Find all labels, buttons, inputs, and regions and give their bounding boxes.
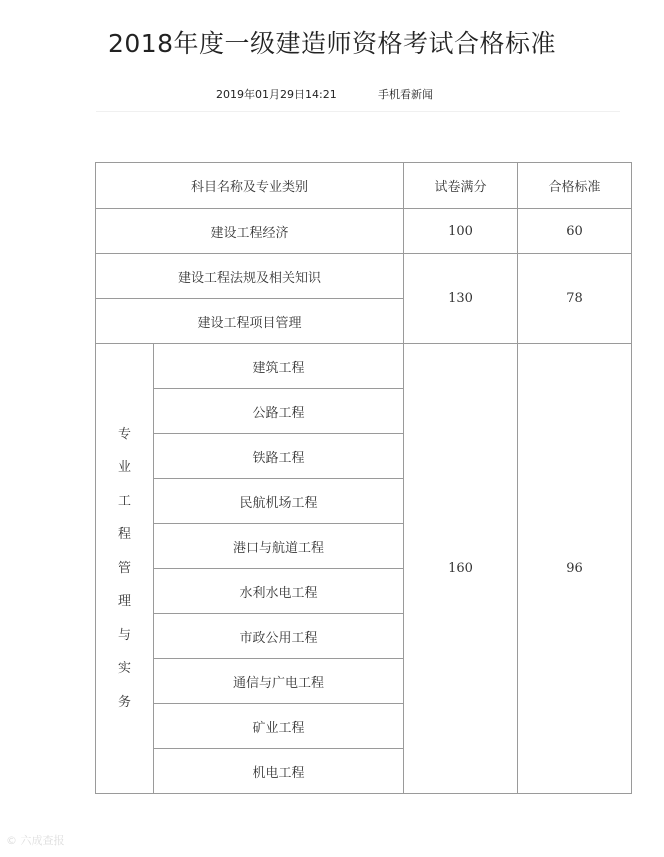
full-score-cell: 160 — [404, 344, 518, 794]
article-title: 2018年度一级建造师资格考试合格标准 — [107, 29, 557, 58]
major-cell: 市政公用工程 — [154, 614, 404, 659]
major-cell: 民航机场工程 — [154, 479, 404, 524]
header-pass-score: 合格标准 — [518, 163, 632, 209]
category-char: 业 — [117, 460, 131, 476]
subject-cell: 建设工程法规及相关知识 — [96, 254, 404, 299]
category-char: 理 — [117, 594, 131, 610]
major-cell: 通信与广电工程 — [154, 659, 404, 704]
full-score-cell: 130 — [404, 254, 518, 344]
table-row — [96, 344, 632, 389]
major-cell: 水利水电工程 — [154, 569, 404, 614]
practice-category-cell — [96, 344, 154, 794]
major-cell: 建筑工程 — [154, 344, 404, 389]
pass-score-cell: 60 — [518, 209, 632, 254]
subject-cell: 建设工程经济 — [96, 209, 404, 254]
table-row — [96, 209, 632, 254]
publish-time: 2019年01月29日14:21 — [216, 88, 337, 101]
category-char: 管 — [117, 560, 131, 576]
article-meta — [0, 86, 664, 102]
major-cell: 矿业工程 — [154, 704, 404, 749]
table-row — [96, 254, 632, 299]
news-source-link[interactable]: 手机看新闻 — [378, 88, 433, 101]
category-char: 实 — [117, 661, 131, 677]
header-divider — [96, 111, 620, 112]
category-char: 工 — [117, 493, 131, 509]
major-cell: 铁路工程 — [154, 434, 404, 479]
header-full-score: 试卷满分 — [404, 163, 518, 209]
watermark-logo: © 六成查报 — [6, 834, 65, 847]
major-cell: 公路工程 — [154, 389, 404, 434]
pass-score-cell: 78 — [518, 254, 632, 344]
category-char: 程 — [117, 527, 131, 543]
category-char: 务 — [117, 694, 131, 710]
major-cell: 机电工程 — [154, 749, 404, 794]
pass-score-cell: 96 — [518, 344, 632, 794]
table-header-row — [96, 163, 632, 209]
full-score-cell: 100 — [404, 209, 518, 254]
header-subject: 科目名称及专业类别 — [96, 163, 404, 209]
major-cell: 港口与航道工程 — [154, 524, 404, 569]
pass-standard-table — [95, 162, 632, 794]
category-char: 与 — [117, 627, 131, 643]
category-char: 专 — [117, 426, 131, 442]
subject-cell: 建设工程项目管理 — [96, 299, 404, 344]
